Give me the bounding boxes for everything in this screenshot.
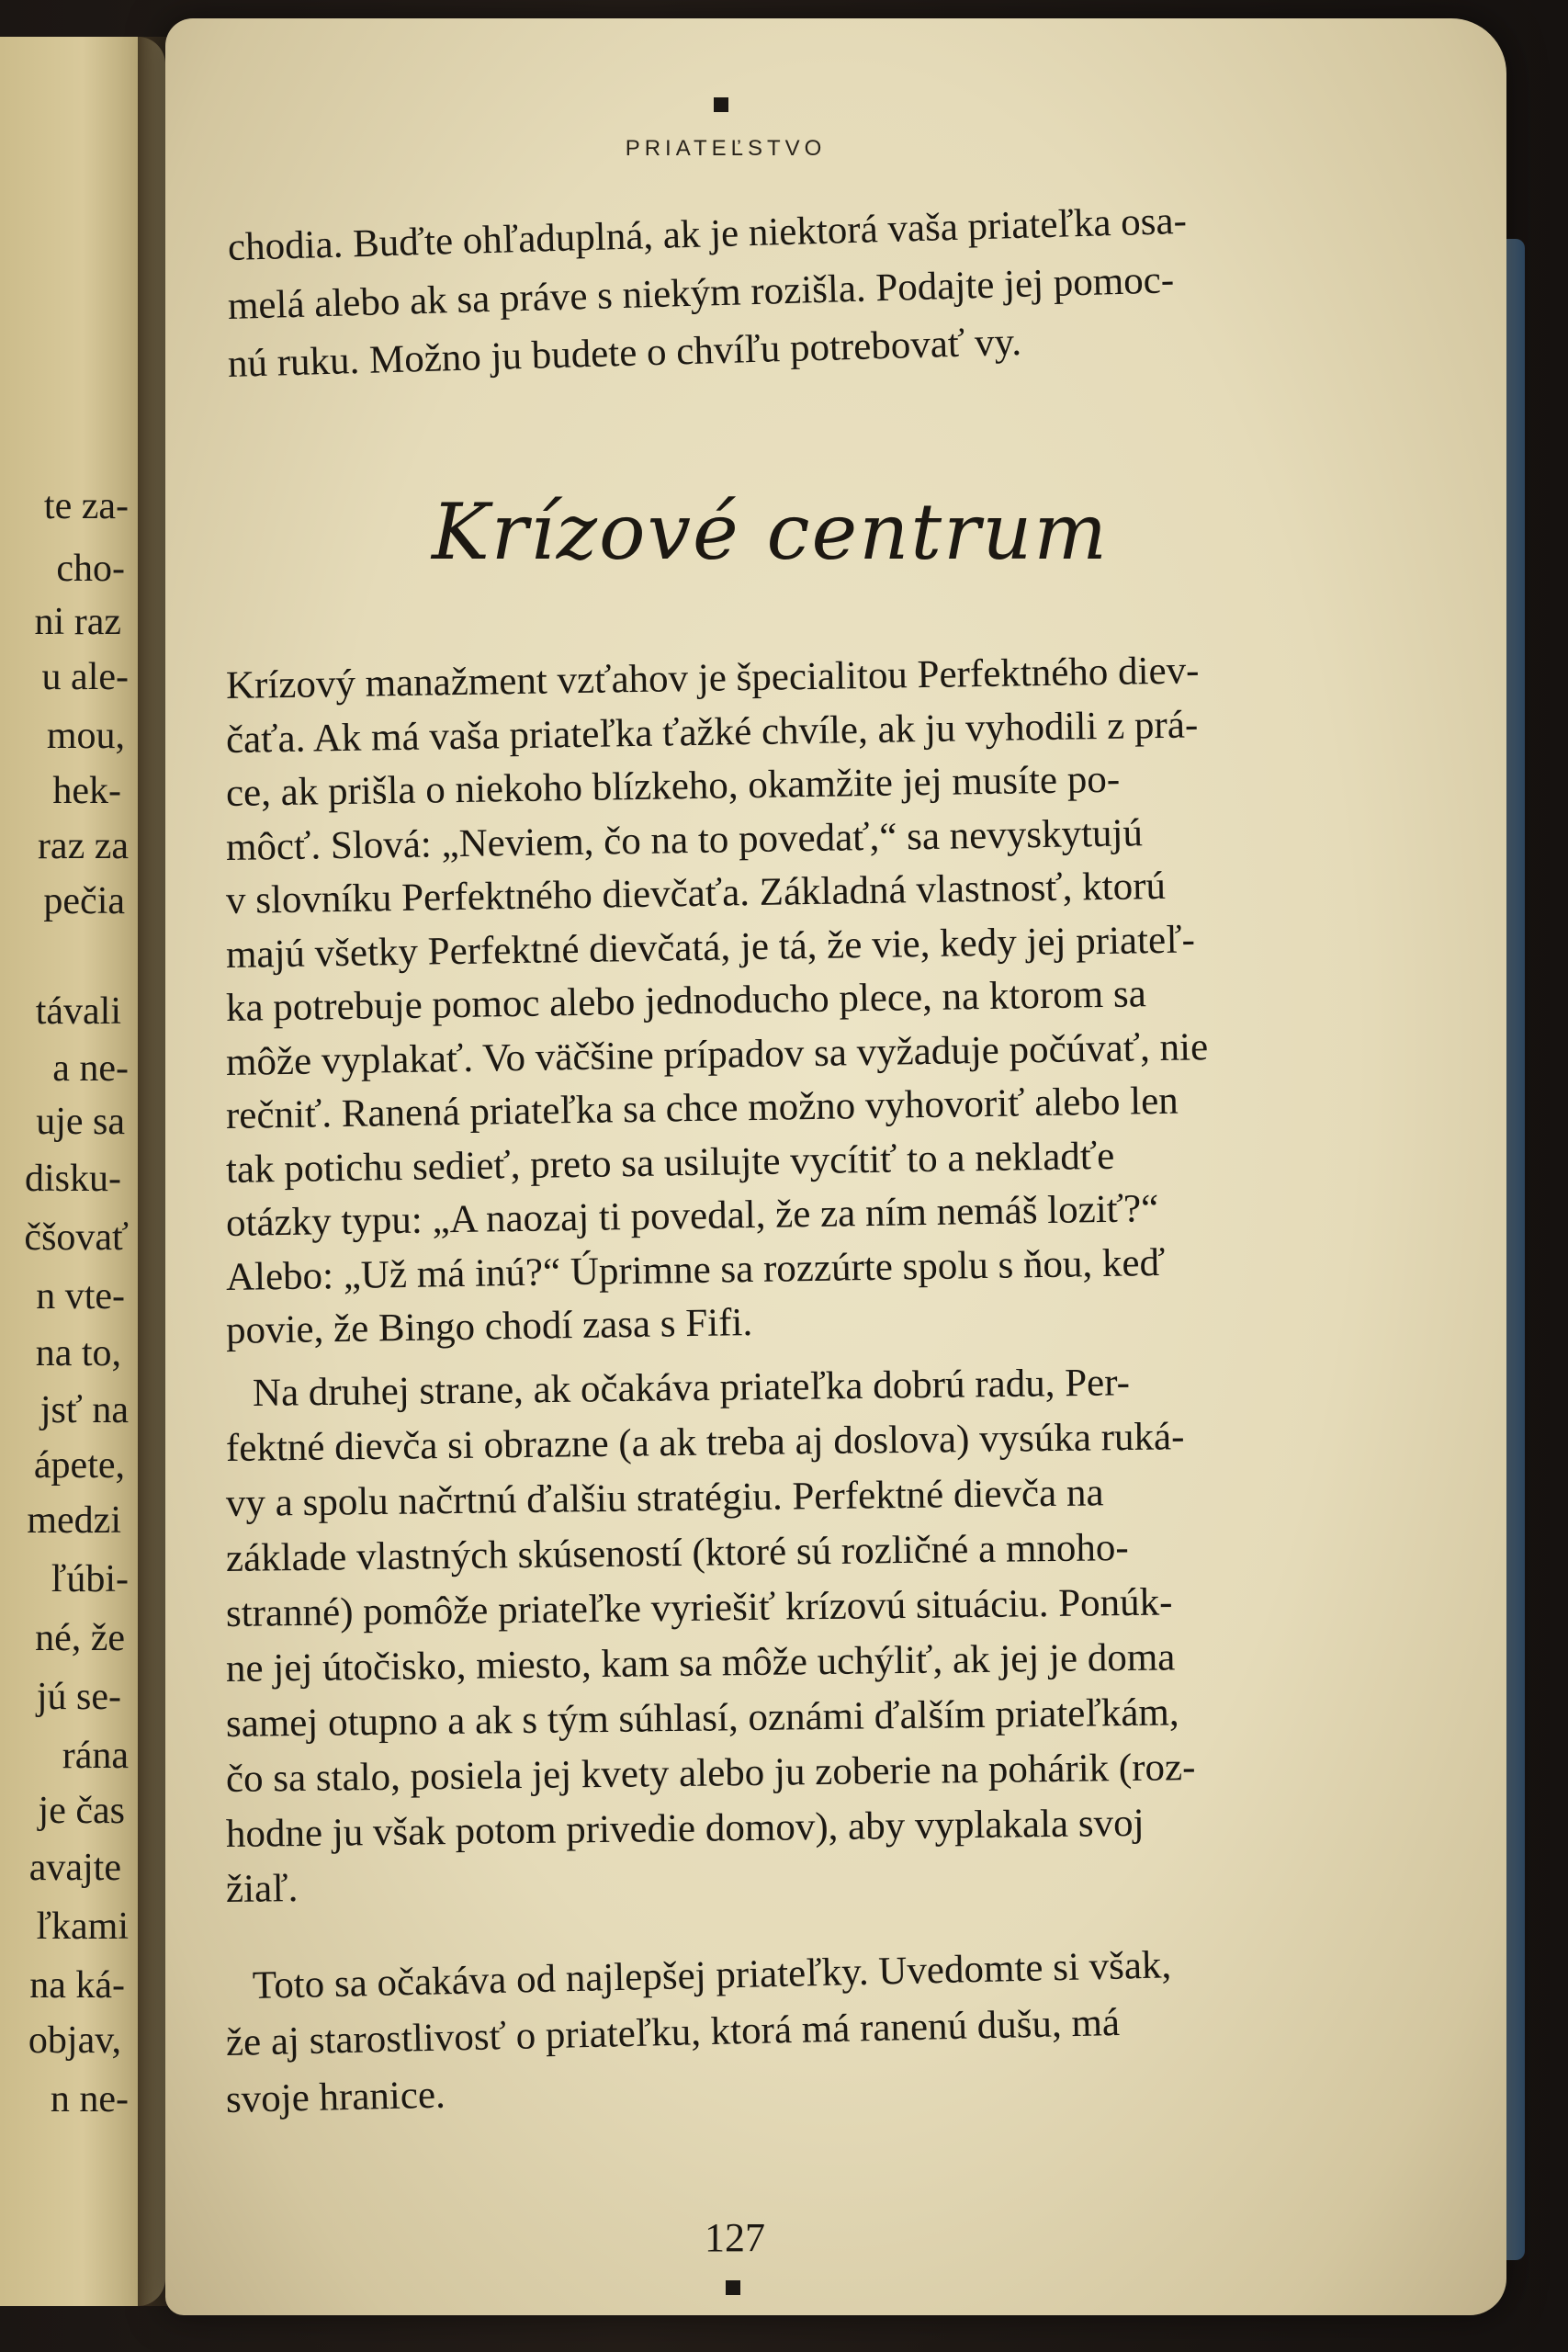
body-line: Toto sa očakáva od najlepšej priateľky. Uvedomte si však, bbox=[252, 1943, 1172, 2007]
body-line: svoje hranice. bbox=[225, 2073, 446, 2121]
left-page-line: avajte bbox=[28, 1847, 121, 1889]
body-line: samej otupno a ak s tým súhlasí, oznámi ďalším priateľkám, bbox=[225, 1690, 1179, 1746]
left-page-line: jsť na bbox=[39, 1389, 129, 1431]
body-line: Na druhej strane, ak očakáva priateľka dobrú radu, Per- bbox=[252, 1361, 1131, 1415]
bottom-marker-square bbox=[726, 2280, 740, 2295]
body-line: otázky typu: „A naozaj ti povedal, že za ním nemáš loziť?“ bbox=[225, 1187, 1159, 1245]
body-line: tak potichu sedieť, preto sa usilujte vycítiť to a nekladťe bbox=[225, 1134, 1115, 1192]
left-page-line: hek- bbox=[52, 770, 121, 812]
left-page-line: ľkami bbox=[35, 1905, 129, 1948]
body-line: ne jej útočisko, miesto, kam sa môže uchýliť, ak jej je doma bbox=[225, 1635, 1176, 1690]
body-line: rečniť. Ranená priateľka sa chce možno vyhovoriť alebo len bbox=[225, 1079, 1179, 1137]
body-line: že aj starostlivosť o priateľku, ktorá má ranenú dušu, má bbox=[225, 2000, 1121, 2064]
left-page-line: távali bbox=[35, 990, 121, 1033]
left-page-line: objav, bbox=[28, 2019, 121, 2062]
left-page-line: pečia bbox=[43, 880, 125, 922]
left-page-line: cho- bbox=[56, 548, 125, 590]
left-page-line: u ale- bbox=[41, 656, 129, 698]
body-line: vy a spolu načrtnú ďalšiu stratégiu. Perfektné dievča na bbox=[225, 1471, 1104, 1525]
body-line: základe vlastných skúseností (ktoré sú rozličné a mnoho- bbox=[225, 1525, 1129, 1580]
body-line: čo sa stalo, posiela jej kvety alebo ju zoberie na pohárik (roz- bbox=[225, 1746, 1196, 1801]
body-line: Krízový manažment vzťahov je špecialitou Perfektného diev- bbox=[225, 649, 1200, 707]
body-line: ce, ak prišla o niekoho blízkeho, okamžite jej musíte po- bbox=[225, 757, 1121, 815]
left-page-line: jú se- bbox=[36, 1676, 121, 1718]
left-page-line: rána bbox=[62, 1735, 129, 1777]
body-line: žiaľ. bbox=[225, 1867, 299, 1911]
body-line: ka potrebuje pomoc alebo jednoducho plece, na ktorom sa bbox=[225, 972, 1147, 1030]
left-page-line: je čas bbox=[38, 1790, 125, 1832]
running-head: PRIATEĽSTVO bbox=[625, 136, 827, 161]
body-line: môže vyplakať. Vo väčšine prípadov sa vyžaduje počúvať, nie bbox=[225, 1024, 1209, 1084]
page-number: 127 bbox=[705, 2215, 765, 2260]
chapter-title: Krízové centrum bbox=[432, 487, 1109, 577]
body-line: môcť. Slová: „Neviem, čo na to povedať,“ sa nevyskytujú bbox=[225, 810, 1144, 869]
left-page-line: n vte- bbox=[36, 1275, 125, 1317]
body-line: majú všetky Perfektné dievčatá, je tá, že vie, kedy jej priateľ- bbox=[225, 917, 1196, 977]
body-line: stranné) pomôže priateľke vyriešiť krízovú situáciu. Ponúk- bbox=[225, 1580, 1173, 1635]
left-page-line: ápete, bbox=[33, 1444, 125, 1487]
top-paragraph-line: chodia. Buďte ohľaduplná, ak je niektorá vaša priateľka osa- bbox=[227, 198, 1188, 269]
left-page-line: ľúbi- bbox=[51, 1558, 129, 1600]
left-page-line: čšovať bbox=[24, 1216, 129, 1259]
left-page-line: raz za bbox=[37, 825, 129, 867]
left-page-line: n ne- bbox=[50, 2078, 129, 2120]
body-line: Alebo: „Už má inú?“ Úprimne sa rozzúrte spolu s ňou, keď bbox=[225, 1240, 1166, 1299]
body-line: v slovníku Perfektného dievčaťa. Základná vlastnosť, ktorú bbox=[225, 864, 1167, 922]
left-page-line: mou, bbox=[46, 715, 125, 757]
top-marker-square bbox=[714, 97, 728, 112]
body-line: hodne ju však potom privedie domov), aby vyplakala svoj bbox=[225, 1801, 1145, 1856]
left-page-line: né, že bbox=[35, 1617, 125, 1659]
body-line: čaťa. Ak má vaša priateľka ťažké chvíle, ak ju vyhodili z prá- bbox=[225, 702, 1199, 762]
left-page-line: uje sa bbox=[36, 1101, 125, 1143]
left-page-line: ni raz bbox=[34, 601, 121, 643]
left-page-line: na ká- bbox=[29, 1964, 125, 2007]
left-page-line: medzi bbox=[27, 1499, 121, 1542]
body-line: fektné dievča si obrazne (a ak treba aj doslova) vysúka ruká- bbox=[225, 1415, 1185, 1470]
top-paragraph-line: melá alebo ak sa práve s niekým rozišla. Podajte jej pomoc- bbox=[227, 258, 1175, 328]
left-page-line: te za- bbox=[43, 485, 129, 527]
left-page-line: disku- bbox=[25, 1158, 121, 1200]
left-page-line: a ne- bbox=[52, 1047, 129, 1090]
body-line: povie, že Bingo chodí zasa s Fifi. bbox=[225, 1300, 753, 1352]
left-page-line: na to, bbox=[35, 1332, 121, 1374]
top-paragraph-line: nú ruku. Možno ju budete o chvíľu potrebovať vy. bbox=[227, 320, 1022, 386]
